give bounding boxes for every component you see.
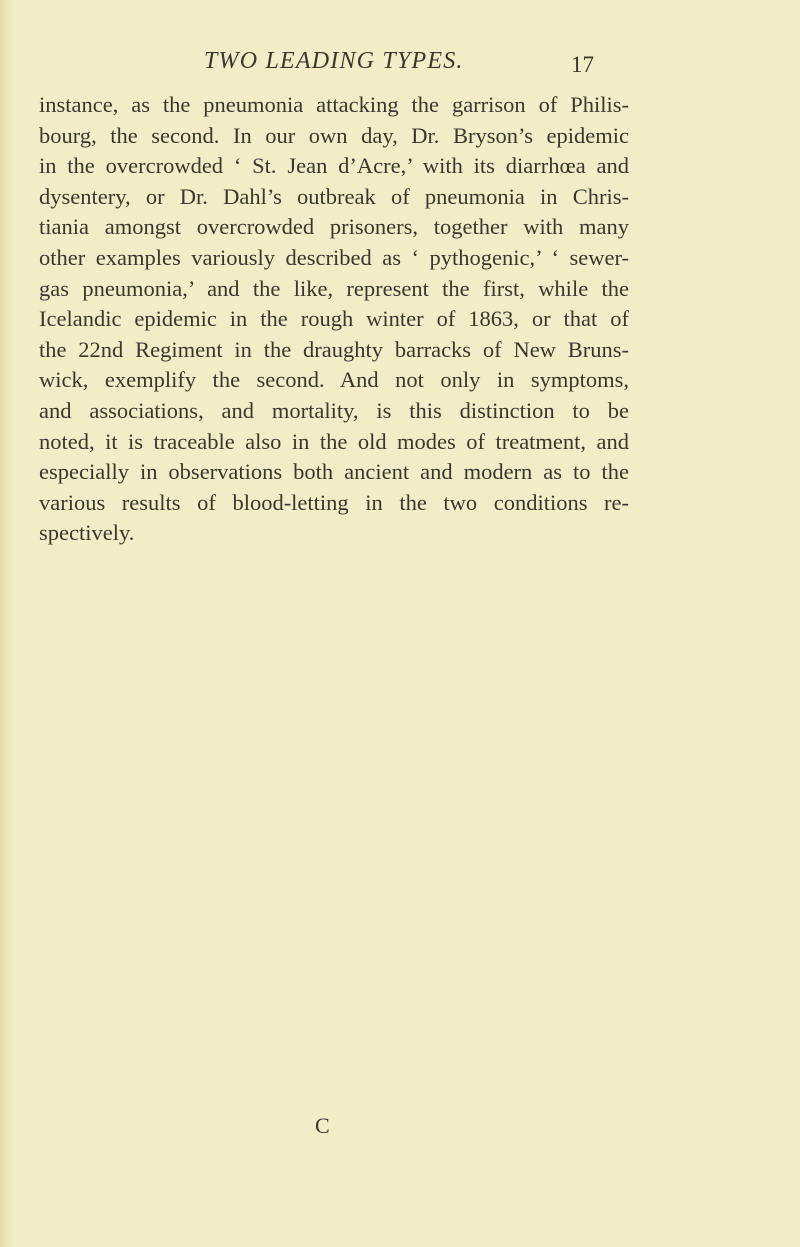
text-line: various results of blood-letting in the two conditions re- — [39, 489, 629, 515]
text-line: gas pneumonia,’ and the like, represent the first, while the — [39, 275, 629, 301]
running-title: TWO LEADING TYPES. — [204, 48, 464, 74]
text-line: Icelandic epidemic in the rough winter of 1863, or that of — [39, 306, 629, 332]
text-line: instance, as the pneumonia attacking the garrison of Philis- — [39, 92, 629, 117]
text-line: bourg, the second. In our own day, Dr. Bryson’s epidemic — [39, 122, 629, 148]
running-head — [0, 48, 800, 78]
signature-mark: C — [315, 1113, 330, 1138]
text-line: in the overcrowded ‘ St. Jean d’Acre,’ with its diarrhœa and — [39, 153, 629, 179]
text-line: spectively. — [39, 520, 135, 546]
text-line: other examples variously described as ‘ pythogenic,’ ‘ sewer- — [39, 244, 629, 270]
text-line: the 22nd Regiment in the draughty barracks of New Bruns- — [39, 336, 629, 362]
page-number: 17 — [571, 52, 594, 77]
text-line: especially in observations both ancient and modern as to the — [39, 459, 629, 485]
text-line: noted, it is traceable also in the old modes of treatment, and — [39, 428, 629, 454]
text-line: and associations, and mortality, is this distinction to be — [39, 397, 629, 423]
page-edge-shadow — [0, 0, 14, 1247]
text-line: wick, exemplify the second. And not only in symptoms, — [39, 367, 629, 393]
text-line: tiania amongst overcrowded prisoners, together with many — [39, 214, 629, 240]
text-line: dysentery, or Dr. Dahl’s outbreak of pneumonia in Chris- — [39, 183, 629, 209]
body-paragraph — [39, 90, 629, 549]
